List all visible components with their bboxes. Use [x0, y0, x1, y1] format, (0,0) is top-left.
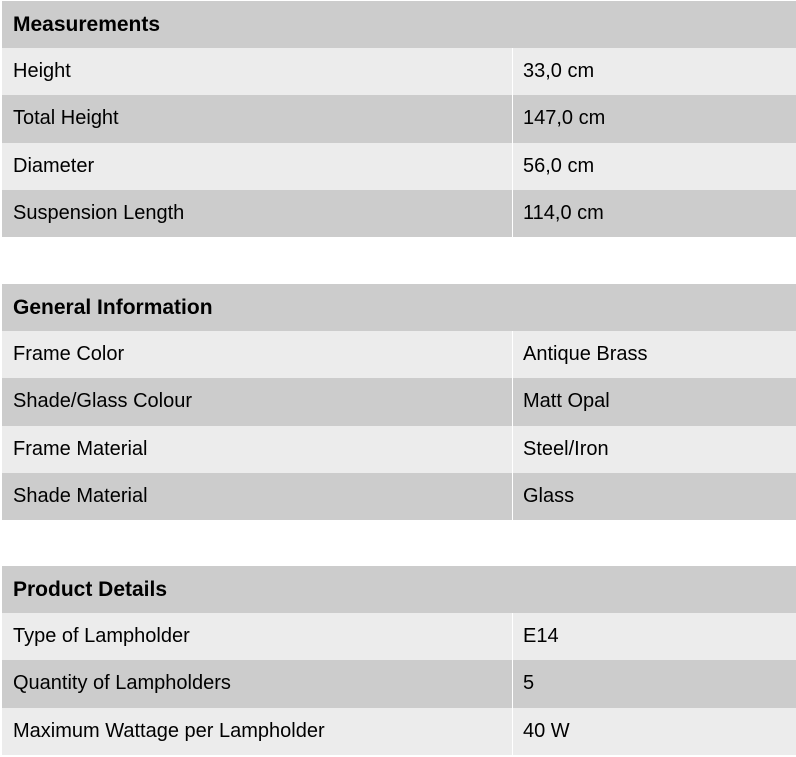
row-label: Shade Material: [13, 484, 148, 507]
table-row: [2, 708, 796, 755]
row-value: 114,0 cm: [523, 201, 604, 224]
row-value: 147,0 cm: [523, 107, 606, 130]
row-label: Type of Lampholder: [13, 625, 190, 647]
row-value: 33,0 cm: [523, 60, 595, 82]
measurements-table: [2, 1, 796, 237]
section-title-general-information: General Information: [2, 284, 796, 331]
row-label: Total Height: [13, 107, 119, 130]
row-label: Diameter: [13, 154, 95, 177]
row-label: Maximum Wattage per Lampholder: [13, 719, 325, 742]
row-value: Antique Brass: [523, 343, 648, 365]
product-details-table: [2, 566, 796, 755]
row-value: Matt Opal: [523, 390, 610, 413]
row-label: Suspension Length: [13, 201, 185, 224]
row-label: Frame Material: [13, 437, 148, 460]
row-value: 5: [523, 672, 535, 695]
table-row: [2, 613, 796, 660]
row-label: Quantity of Lampholders: [13, 672, 231, 695]
row-value: Steel/Iron: [523, 437, 609, 460]
table-row: [2, 378, 796, 425]
table-row: [2, 660, 796, 707]
table-row: [2, 95, 796, 142]
row-label: Frame Color: [13, 343, 125, 365]
row-label: Shade/Glass Colour: [13, 390, 192, 413]
row-value: 40 W: [523, 719, 570, 742]
section-title-measurements: Measurements: [2, 1, 796, 48]
table-row: [2, 473, 796, 520]
table-row: [2, 426, 796, 473]
row-label: Height: [13, 60, 71, 82]
row-value: E14: [523, 625, 559, 647]
table-row: [2, 190, 796, 237]
table-row: [2, 331, 796, 378]
section-title-product-details: Product Details: [2, 566, 796, 613]
table-row: [2, 143, 796, 190]
row-value: 56,0 cm: [523, 154, 595, 177]
table-row: [2, 48, 796, 95]
row-value: Glass: [523, 484, 575, 507]
general-information-table: [2, 284, 796, 520]
